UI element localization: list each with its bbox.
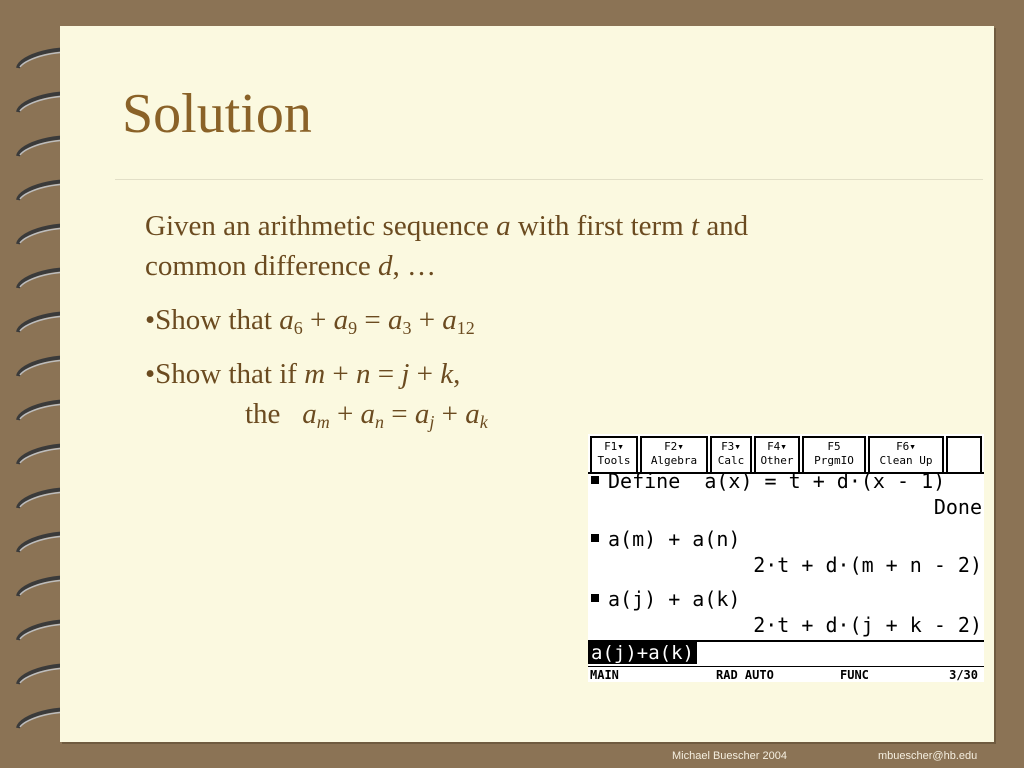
history-output-3: 2·t + d·(j + k - 2) bbox=[753, 613, 982, 637]
history-input-3: a(j) + a(k) bbox=[608, 587, 741, 611]
status-divider bbox=[588, 666, 984, 667]
status-mode: MAIN bbox=[590, 668, 619, 682]
slide-body bbox=[145, 206, 905, 434]
footer-author: Michael Buescher 2004 bbox=[672, 750, 787, 762]
bullet-1: •Show that $a_6 + a_9 = a_3 + a_{12}$ bbox=[145, 304, 475, 338]
footer-email: mbuescher@hb.edu bbox=[878, 750, 978, 762]
f5-prgmio-key[interactable]: F5 PrgmIO bbox=[802, 436, 866, 472]
history-bullet bbox=[591, 476, 599, 484]
calculator-toolbar bbox=[588, 434, 984, 474]
history-output-2: 2·t + d·(m + n - 2) bbox=[753, 553, 982, 577]
title-divider bbox=[115, 179, 983, 180]
slide-title: Solution bbox=[122, 83, 312, 145]
calculator-screen bbox=[588, 434, 984, 682]
history-bullet bbox=[591, 594, 599, 602]
status-history-count: 3/30 bbox=[949, 668, 978, 682]
f3-calc-key[interactable]: F3▾ Calc bbox=[710, 436, 752, 472]
entry-line-input[interactable]: a(j)+a(k) bbox=[588, 642, 697, 664]
history-bullet bbox=[591, 534, 599, 542]
history-input-1: Define a(x) = t + d·(x - 1) bbox=[608, 469, 946, 493]
f4-other-key[interactable]: F4▾ Other bbox=[754, 436, 800, 472]
status-angle-exact: RAD AUTO bbox=[716, 668, 774, 682]
bullet-2: •Show that if m + n = j + k, the $a_m + a_n = a_j + a_k$ bbox=[145, 358, 488, 432]
history-input-2: a(m) + a(n) bbox=[608, 527, 741, 551]
f1-tools-key[interactable]: F1▾ Tools bbox=[590, 436, 638, 472]
intro-paragraph: Given an arithmetic sequence a with first term t and common difference d, … bbox=[145, 210, 749, 282]
status-graph-mode: FUNC bbox=[840, 668, 869, 682]
f6-cleanup-key[interactable]: F6▾ Clean Up bbox=[868, 436, 944, 472]
history-output-1: Done bbox=[933, 495, 982, 519]
toolbar-empty-slot bbox=[946, 436, 982, 472]
f2-algebra-key[interactable]: F2▾ Algebra bbox=[640, 436, 708, 472]
